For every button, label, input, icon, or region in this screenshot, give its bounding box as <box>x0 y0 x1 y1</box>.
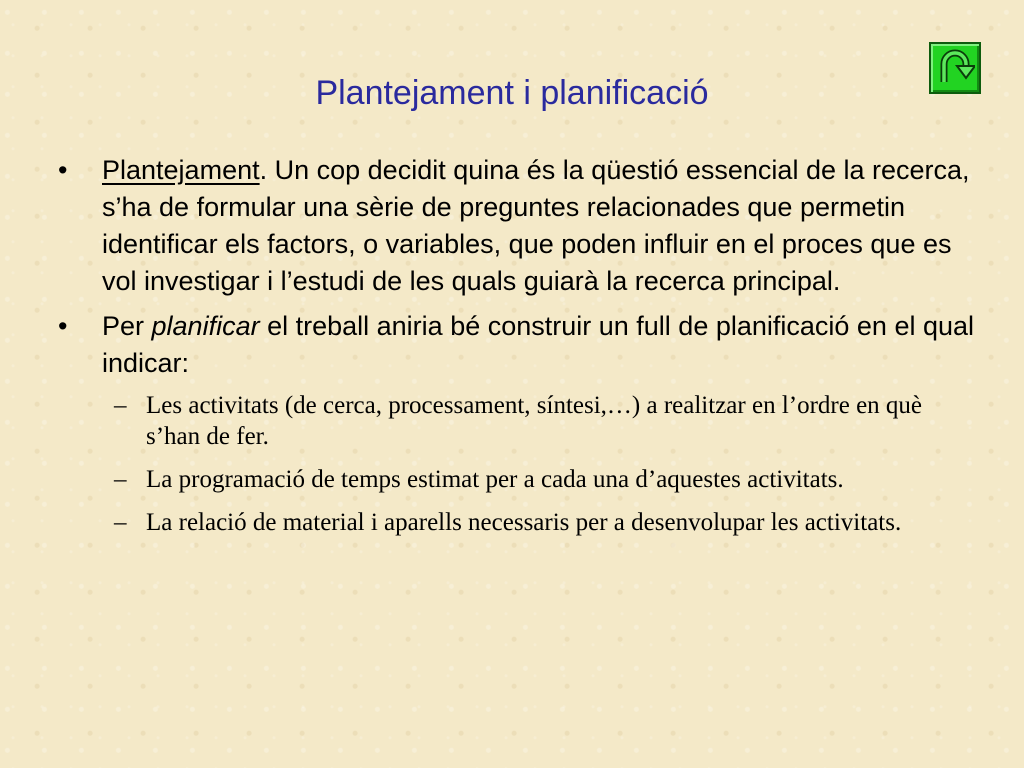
term-plantejament: Plantejament <box>102 155 260 185</box>
bullet-text: el treball aniria bé construir un full de planificació en el qual indicar: <box>102 311 975 378</box>
sub-bullet-programacio <box>58 464 978 495</box>
bullet-marker: • <box>58 155 68 185</box>
dash-marker: – <box>114 466 127 493</box>
bullet-plantejament <box>58 152 978 300</box>
slide-title: Plantejament i planificació <box>315 74 709 112</box>
sub-bullet-text: Les activitats (de cerca, processament, síntesi,…) a realitzar en l’ordre en què s’han de fer. <box>146 392 923 450</box>
emphasis-planificar: planificar <box>151 311 260 341</box>
slide-body <box>58 152 978 550</box>
sub-bullet-activitats <box>58 390 978 452</box>
sub-bullet-text: La programació de temps estimat per a cada una d’aquestes activitats. <box>146 466 844 493</box>
bullet-marker: • <box>58 311 68 341</box>
bullet-prefix: Per <box>102 311 152 341</box>
back-button[interactable] <box>929 42 981 94</box>
dash-marker: – <box>114 509 127 536</box>
u-turn-arrow-icon <box>935 48 975 88</box>
bullet-text: . Un cop decidit quina és la qüestió essencial de la recerca, s’ha de formular una sèrie de preguntes relacionades que permetin identificar els factors, o variables, que poden influir en el proces que es vol investigar i l’estudi de les quals guiarà la recerca principal. <box>102 155 970 296</box>
dash-marker: – <box>114 392 127 419</box>
sub-bullet-text: La relació de material i aparells necessaris per a desenvolupar les activitats. <box>146 509 902 536</box>
sub-bullet-material <box>58 507 978 538</box>
bullet-planificar <box>58 308 978 382</box>
